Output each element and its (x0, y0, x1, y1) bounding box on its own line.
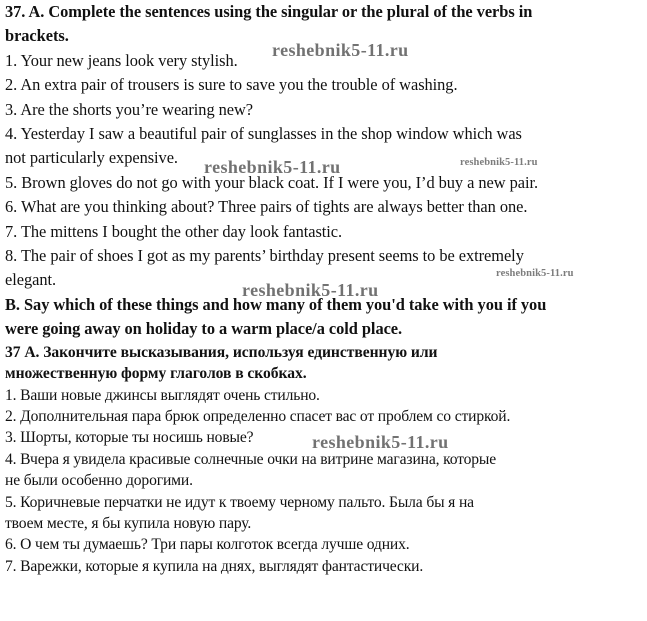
russian-sentence-2: 2. Дополнительная пара брюк определенно спасет вас от проблем со стиркой. (5, 407, 511, 425)
sentence-8-line-1: 8. The pair of shoes I got as my parents’ birthday present seems to be extremely (5, 246, 524, 266)
sentence-7: 7. The mittens I bought the other day look fantastic. (5, 221, 343, 241)
russian-sentence-5-line-1: 5. Коричневые перчатки не идут к твоему черному пальто. Была бы я на (5, 493, 474, 511)
sentence-6: 6. What are you thinking about? Three pairs of tights are always better than one. (5, 197, 528, 217)
watermark-large-2: reshebnik5-11.ru (204, 157, 341, 177)
watermark-large-3: reshebnik5-11.ru (242, 280, 379, 300)
exercise-a-heading-line-1: 37. A. Complete the sentences using the singular or the plural of the verbs in (5, 2, 533, 21)
sentence-4-line-1: 4. Yesterday I saw a beautiful pair of sunglasses in the shop window which was (5, 124, 522, 144)
russian-sentence-4-line-2: не были особенно дорогими. (5, 472, 193, 490)
russian-heading-line-1: 37 А. Закончите высказывания, используя единственную или (5, 343, 438, 361)
watermark-large-4: reshebnik5-11.ru (312, 432, 449, 452)
russian-heading-line-2: множественную форму глаголов в скобках. (5, 365, 307, 383)
sentence-1: 1. Your new jeans look very stylish. (5, 50, 238, 70)
russian-section (5, 342, 643, 577)
russian-sentence-3: 3. Шорты, которые ты носишь новые? (5, 429, 254, 447)
sentence-4-line-2: not particularly expensive. (5, 148, 178, 168)
sentence-3: 3. Are the shorts you’re wearing new? (5, 99, 254, 119)
exercise-b-heading-line-1: B. Say which of these things and how many of them you'd take with you if you (5, 294, 547, 314)
watermark-large-1: reshebnik5-11.ru (272, 40, 409, 60)
exercise-b-heading-line-2: were going away on holiday to a warm place/a cold place. (5, 319, 403, 339)
russian-sentence-4-line-1: 4. Вчера я увидела красивые солнечные очки на витрине магазина, которые (5, 450, 497, 468)
russian-sentence-7: 7. Варежки, которые я купила на днях, выглядят фантастически. (5, 557, 424, 575)
russian-sentence-6: 6. О чем ты думаешь? Три пары колготок всегда лучше одних. (5, 536, 410, 554)
sentence-2: 2. An extra pair of trousers is sure to save you the trouble of washing. (5, 75, 458, 95)
watermark-small-2: reshebnik5-11.ru (496, 268, 574, 279)
exercise-a-heading-line-2: brackets. (5, 26, 69, 46)
sentence-5: 5. Brown gloves do not go with your black coat. If I were you, I’d buy a new pair. (5, 172, 539, 192)
sentence-8-line-2: elegant. (5, 270, 57, 290)
russian-sentence-5-line-2: твоем месте, я бы купила новую пару. (5, 514, 252, 532)
watermark-small-1: reshebnik5-11.ru (460, 157, 538, 168)
russian-sentence-1: 1. Ваши новые джинсы выглядят очень стильно. (5, 386, 320, 404)
